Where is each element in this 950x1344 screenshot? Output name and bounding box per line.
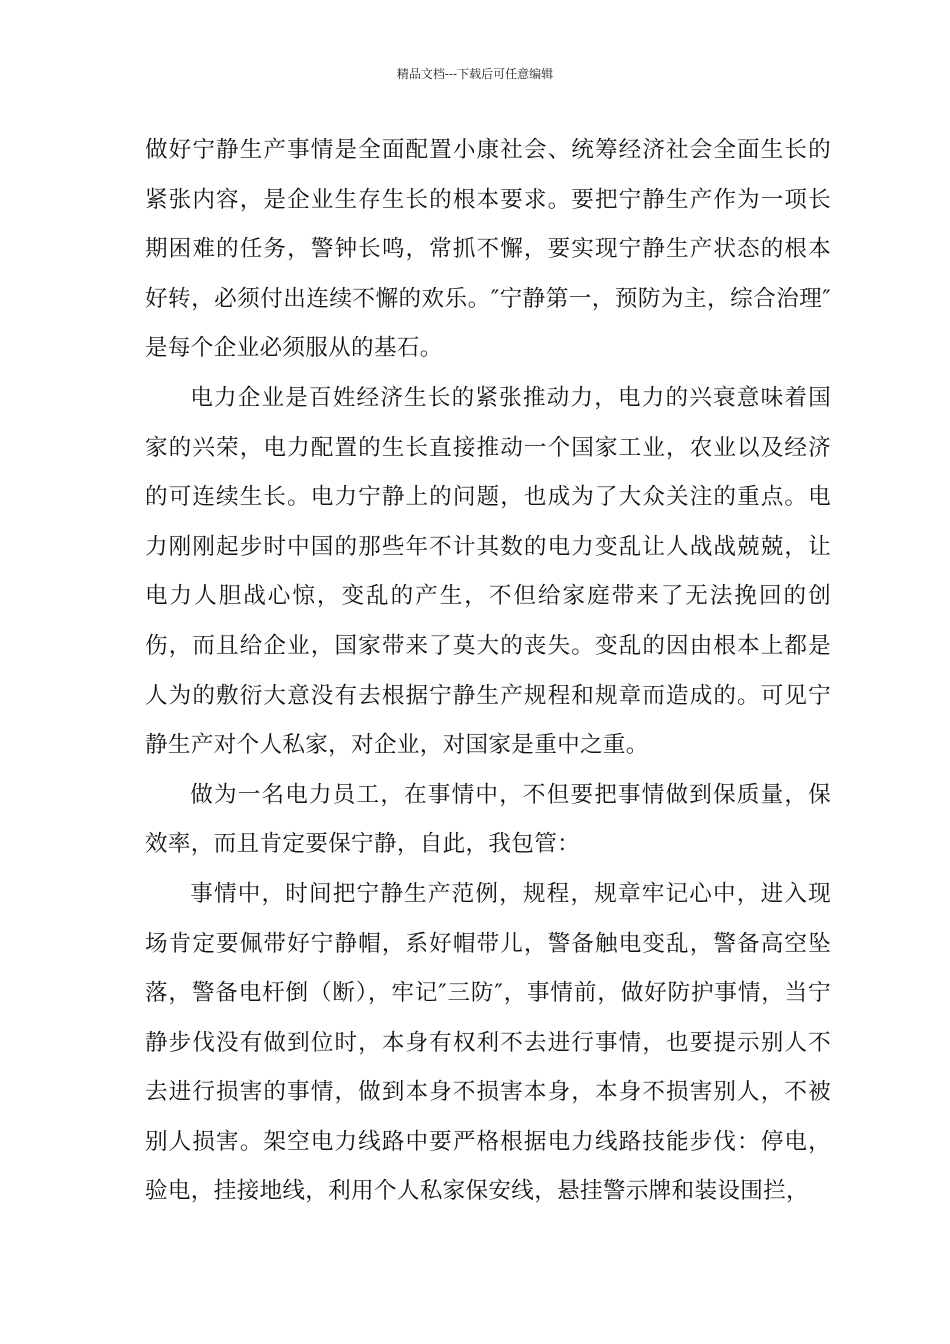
paragraph-1: 做好宁静生产事情是全面配置小康社会、统筹经济社会全面生长的紧张内容，是企业生存生长的根本要求。要把宁静生产作为一项长期困难的任务，警钟长鸣，常抓不懈，要实现宁静生产状态的根本好转，必须付出连续不懈的欢乐。″宁静第一，预防为主，综合治理″是每个企业必须服从的基石。 xyxy=(145,137,831,362)
paragraph-4: 事情中，时间把宁静生产范例，规程，规章牢记心中，进入现场肯定要佩带好宁静帽，系好帽带儿，警备触电变乱，警备高空坠落，警备电杆倒（断），牢记″三防″，事情前，做好防护事情，当宁静步伐没有做到位时，本身有权利不去进行事情，也要提示别人不去进行损害的事情，做到本身不损害本身，本身不损害别人，不被别人损害。架空电力线路中要严格根据电力线路技能步伐：停电，验电，挂接地线，利用个人私家保安线，悬挂警示牌和装设围拦， xyxy=(145,880,831,1205)
paragraph-3: 做为一名电力员工，在事情中，不但要把事情做到保质量，保效率，而且肯定要保宁静，自此，我包管： xyxy=(145,781,831,858)
document-body xyxy=(145,126,831,1217)
page-header: 精品文档---下载后可任意编辑 xyxy=(396,67,554,81)
paragraph-2: 电力企业是百姓经济生长的紧张推动力，电力的兴衰意味着国家的兴荣，电力配置的生长直接推动一个国家工业，农业以及经济的可连续生长。电力宁静上的问题，也成为了大众关注的重点。电力刚刚起步时中国的那些年不计其数的电力变乱让人战战兢兢，让电力人胆战心惊，变乱的产生，不但给家庭带来了无法挽回的创伤，而且给企业，国家带来了莫大的丧失。变乱的因由根本上都是人为的敷衍大意没有去根据宁静生产规程和规章而造成的。可见宁静生产对个人私家，对企业，对国家是重中之重。 xyxy=(145,384,831,759)
